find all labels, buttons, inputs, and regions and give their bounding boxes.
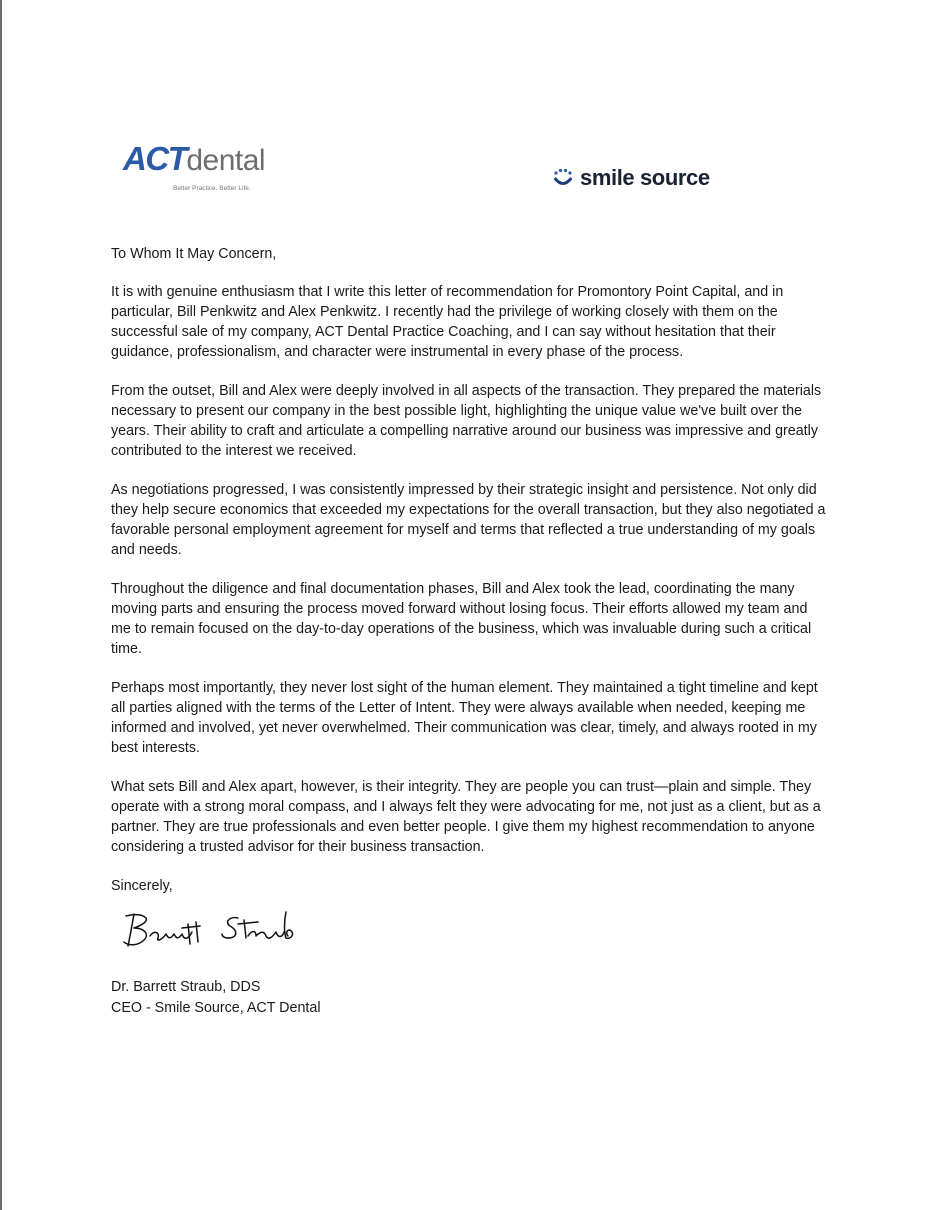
act-dental-tagline: Better Practice. Better Life. [173,185,251,192]
letter-body [111,244,831,896]
smile-source-logo [552,163,710,193]
act-wordmark-strong: ACT [123,140,187,177]
signer-name: Dr. Barrett Straub, DDS [111,979,261,995]
signer-title: CEO - Smile Source, ACT Dental [111,1000,321,1016]
paragraph-4: Throughout the diligence and final documentation phases, Bill and Alex took the lead, coordinating the many moving parts and ensuring the process moved forward without losing focus. Their efforts allowed my team and me to remain focused on the day-to-day operations of the business, which was invaluable during such a critical time. [111,581,812,657]
handwritten-signature [120,906,320,956]
act-dental-logo [123,142,283,202]
closing: Sincerely, [111,878,173,894]
scan-edge-line [0,0,2,1210]
smile-dots-icon [552,167,574,189]
signer-block [111,977,321,1019]
salutation: To Whom It May Concern, [111,246,277,262]
paragraph-5: Perhaps most importantly, they never lost sight of the human element. They maintained a tight timeline and kept all parties aligned with the terms of the Letter of Intent. They were always available when needed, keeping me informed and involved, yet never overwhelmed. Their communication was clear, timely, and always rooted in my best interests. [111,680,818,756]
act-wordmark-light: dental [186,144,266,177]
paragraph-1: It is with genuine enthusiasm that I write this letter of recommendation for Promontory Point Capital, and in particular, Bill Penkwitz and Alex Penkwitz. I recently had the privilege of working closely with them on the successful sale of my company, ACT Dental Practice Coaching, and I can say without hesitation that their guidance, professionalism, and character were instrumental in every phase of the process. [111,284,784,360]
act-dental-wordmark [123,142,283,176]
paragraph-3: As negotiations progressed, I was consistently impressed by their strategic insight and persistence. Not only did they help secure economics that exceeded my expectations for the overall transaction, but they also negotiated a favorable personal employment agreement for myself and terms that reflected a true understanding of my goals and needs. [111,482,826,558]
smile-source-wordmark: smile source [580,165,710,190]
paragraph-6: What sets Bill and Alex apart, however, is their integrity. They are people you can trust—plain and simple. They operate with a strong moral compass, and I always felt they were advocating for me, not just as a client, but as a partner. They are true professionals and even better people. I give them my highest recommendation to anyone considering a trusted advisor for their business transaction. [111,779,821,855]
paragraph-2: From the outset, Bill and Alex were deeply involved in all aspects of the transaction. They prepared the materials necessary to present our company in the best possible light, highlighting the unique value we've built over the years. Their ability to craft and articulate a compelling narrative around our business was impressive and greatly contributed to the interest we received. [111,383,822,459]
